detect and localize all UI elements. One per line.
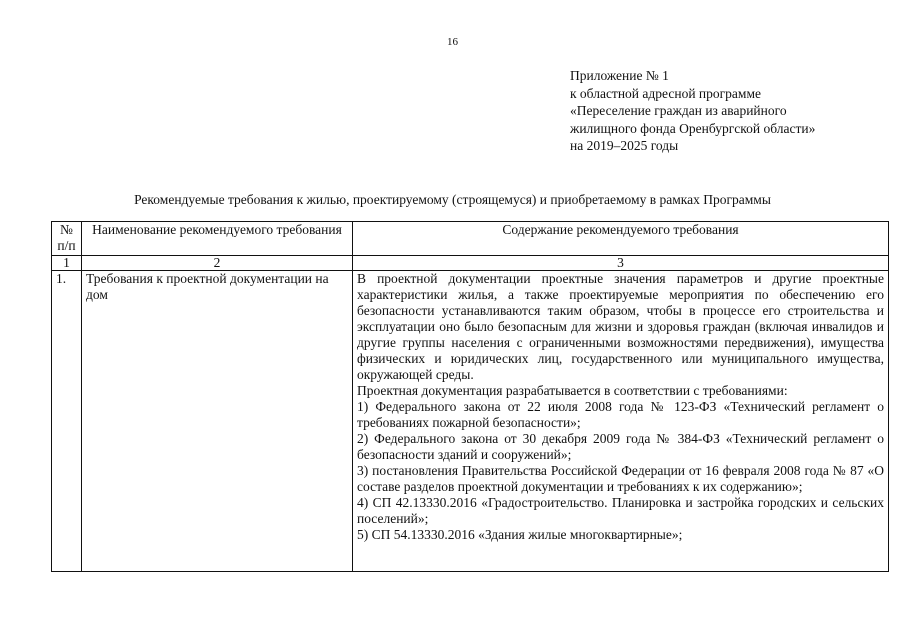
column-number: 1 [52, 256, 82, 271]
content-paragraph: 4) СП 42.13330.2016 «Градостроительство. Планировка и застройка городских и сельских поселений»; [357, 495, 884, 526]
appendix-line: Приложение № 1 [570, 68, 669, 83]
column-number: 3 [353, 256, 889, 271]
requirement-content [353, 271, 889, 572]
content-paragraph: 2) Федерального закона от 30 декабря 2009 года № 384-ФЗ «Технический регламент о безопасности зданий и сооружений»; [357, 431, 884, 462]
table-header-row [52, 222, 889, 256]
row-number: 1. [52, 271, 82, 572]
column-number-row [52, 256, 889, 271]
appendix-line: «Переселение граждан из аварийного [570, 103, 787, 118]
content-paragraph: 3) постановления Правительства Российской Федерации от 16 февраля 2008 года № 87 «О составе разделов проектной документации и требованиях к их содержанию»; [357, 463, 884, 494]
appendix-line: жилищного фонда Оренбургской области» [570, 120, 816, 136]
content-paragraph: Проектная документация разрабатывается в соответствии с требованиями: [357, 383, 788, 398]
table-row [52, 271, 889, 572]
column-number: 2 [82, 256, 353, 271]
content-paragraph: 1) Федерального закона от 22 июля 2008 года № 123-ФЗ «Технический регламент о требованиях пожарной безопасности»; [357, 399, 884, 430]
document-title: Рекомендуемые требования к жилью, проектируемому (строящемуся) и приобретаемому в рамках Программы [134, 192, 771, 207]
header-requirement-content: Содержание рекомендуемого требования [353, 222, 889, 256]
appendix-line: на 2019–2025 годы [570, 138, 679, 153]
header-requirement-name: Наименование рекомендуемого требования [82, 222, 353, 256]
requirements-table [51, 221, 889, 572]
content-paragraph: 5) СП 54.13330.2016 «Здания жилые многоквартирные»; [357, 527, 683, 542]
header-number: № п/п [52, 222, 82, 256]
content-paragraph: В проектной документации проектные значения параметров и другие проектные характеристики жилья, а также проектируемые мероприятия по обеспечению его безопасности устанавливаются таким образом, чтобы в процессе его строительства и эксплуатации оно было безопасным для жизни и здоровья граждан (включая инвалидов и другие группы населения с ограниченными возможностями передвижения), имущества физических и юридических лиц, государственного или муниципального имущества, окружающей среды. [357, 271, 884, 382]
appendix-line: к областной адресной программе [570, 85, 761, 101]
appendix-heading [570, 67, 815, 155]
page-number: 16 [447, 36, 458, 48]
requirement-name: Требования к проектной документации на дом [82, 271, 353, 572]
